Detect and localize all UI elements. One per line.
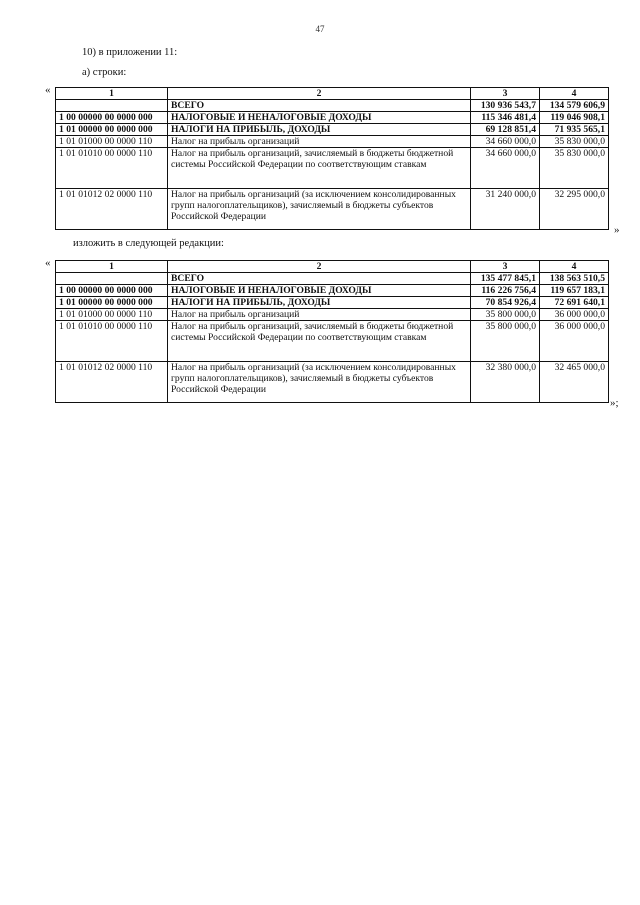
row-description: Налог на прибыль организаций bbox=[168, 309, 471, 321]
table-row bbox=[56, 362, 609, 403]
row-code: 1 00 00000 00 0000 000 bbox=[56, 112, 168, 124]
table-row bbox=[56, 124, 609, 136]
row-code bbox=[56, 100, 168, 112]
row-value-col3: 34 660 000,0 bbox=[471, 148, 540, 189]
revenue-table-old bbox=[55, 87, 609, 230]
row-value-col3: 34 660 000,0 bbox=[471, 136, 540, 148]
row-value-col3: 31 240 000,0 bbox=[471, 189, 540, 230]
row-value-col4: 119 657 183,1 bbox=[540, 285, 609, 297]
row-value-col4: 36 000 000,0 bbox=[540, 321, 609, 362]
close-quote-2: »; bbox=[610, 397, 619, 409]
header-cell: 4 bbox=[540, 88, 609, 100]
table-row bbox=[56, 309, 609, 321]
row-description: ВСЕГО bbox=[168, 273, 471, 285]
row-value-col3: 35 800 000,0 bbox=[471, 309, 540, 321]
table-row bbox=[56, 148, 609, 189]
row-code: 1 00 00000 00 0000 000 bbox=[56, 285, 168, 297]
replace-instruction: изложить в следующей редакции: bbox=[73, 238, 224, 249]
table-row bbox=[56, 189, 609, 230]
row-value-col4: 36 000 000,0 bbox=[540, 309, 609, 321]
row-code: 1 01 01000 00 0000 110 bbox=[56, 136, 168, 148]
close-quote-1: » bbox=[614, 224, 620, 236]
table-row bbox=[56, 112, 609, 124]
row-code: 1 01 01000 00 0000 110 bbox=[56, 309, 168, 321]
row-value-col4: 138 563 510,5 bbox=[540, 273, 609, 285]
row-value-col4: 72 691 640,1 bbox=[540, 297, 609, 309]
header-cell: 3 bbox=[471, 261, 540, 273]
table-row bbox=[56, 285, 609, 297]
row-value-col3: 69 128 851,4 bbox=[471, 124, 540, 136]
table-header-row bbox=[56, 261, 609, 273]
table-row bbox=[56, 273, 609, 285]
header-cell: 4 bbox=[540, 261, 609, 273]
row-value-col4: 119 046 908,1 bbox=[540, 112, 609, 124]
row-description: Налог на прибыль организаций (за исключением консолидированных групп налогоплательщиков), зачисляемый в бюджеты субъектов Российской Федерации bbox=[168, 189, 471, 230]
row-description: НАЛОГОВЫЕ И НЕНАЛОГОВЫЕ ДОХОДЫ bbox=[168, 112, 471, 124]
row-description: НАЛОГИ НА ПРИБЫЛЬ, ДОХОДЫ bbox=[168, 297, 471, 309]
row-code: 1 01 00000 00 0000 000 bbox=[56, 124, 168, 136]
row-value-col4: 35 830 000,0 bbox=[540, 148, 609, 189]
header-cell: 2 bbox=[168, 261, 471, 273]
header-cell: 3 bbox=[471, 88, 540, 100]
page-number: 47 bbox=[315, 24, 325, 34]
open-quote-2: « bbox=[45, 257, 51, 269]
row-code: 1 01 01010 00 0000 110 bbox=[56, 148, 168, 189]
row-description: Налог на прибыль организаций, зачисляемый в бюджеты бюджетной системы Российской Федерации по соответствующим ставкам bbox=[168, 321, 471, 362]
item-heading: 10) в приложении 11: bbox=[82, 47, 178, 58]
sub-heading: а) строки: bbox=[82, 67, 127, 78]
row-value-col3: 130 936 543,7 bbox=[471, 100, 540, 112]
row-description: Налог на прибыль организаций bbox=[168, 136, 471, 148]
header-cell: 1 bbox=[56, 88, 168, 100]
row-value-col4: 71 935 565,1 bbox=[540, 124, 609, 136]
table-header-row bbox=[56, 88, 609, 100]
row-value-col3: 35 800 000,0 bbox=[471, 321, 540, 362]
row-value-col4: 32 295 000,0 bbox=[540, 189, 609, 230]
row-code bbox=[56, 273, 168, 285]
row-code: 1 01 01010 00 0000 110 bbox=[56, 321, 168, 362]
row-value-col3: 70 854 926,4 bbox=[471, 297, 540, 309]
row-description: Налог на прибыль организаций, зачисляемый в бюджеты бюджетной системы Российской Федерации по соответствующим ставкам bbox=[168, 148, 471, 189]
table-row bbox=[56, 321, 609, 362]
revenue-table-new bbox=[55, 260, 609, 403]
row-description: ВСЕГО bbox=[168, 100, 471, 112]
table-row bbox=[56, 100, 609, 112]
row-value-col4: 32 465 000,0 bbox=[540, 362, 609, 403]
table-row bbox=[56, 136, 609, 148]
header-cell: 1 bbox=[56, 261, 168, 273]
header-cell: 2 bbox=[168, 88, 471, 100]
row-description: Налог на прибыль организаций (за исключением консолидированных групп налогоплательщиков), зачисляемый в бюджеты субъектов Российской Федерации bbox=[168, 362, 471, 403]
row-value-col4: 134 579 606,9 bbox=[540, 100, 609, 112]
row-code: 1 01 01012 02 0000 110 bbox=[56, 362, 168, 403]
row-value-col3: 135 477 845,1 bbox=[471, 273, 540, 285]
row-value-col3: 116 226 756,4 bbox=[471, 285, 540, 297]
row-value-col4: 35 830 000,0 bbox=[540, 136, 609, 148]
row-value-col3: 32 380 000,0 bbox=[471, 362, 540, 403]
row-code: 1 01 00000 00 0000 000 bbox=[56, 297, 168, 309]
table-row bbox=[56, 297, 609, 309]
row-value-col3: 115 346 481,4 bbox=[471, 112, 540, 124]
row-code: 1 01 01012 02 0000 110 bbox=[56, 189, 168, 230]
open-quote-1: « bbox=[45, 84, 51, 96]
row-description: НАЛОГИ НА ПРИБЫЛЬ, ДОХОДЫ bbox=[168, 124, 471, 136]
row-description: НАЛОГОВЫЕ И НЕНАЛОГОВЫЕ ДОХОДЫ bbox=[168, 285, 471, 297]
